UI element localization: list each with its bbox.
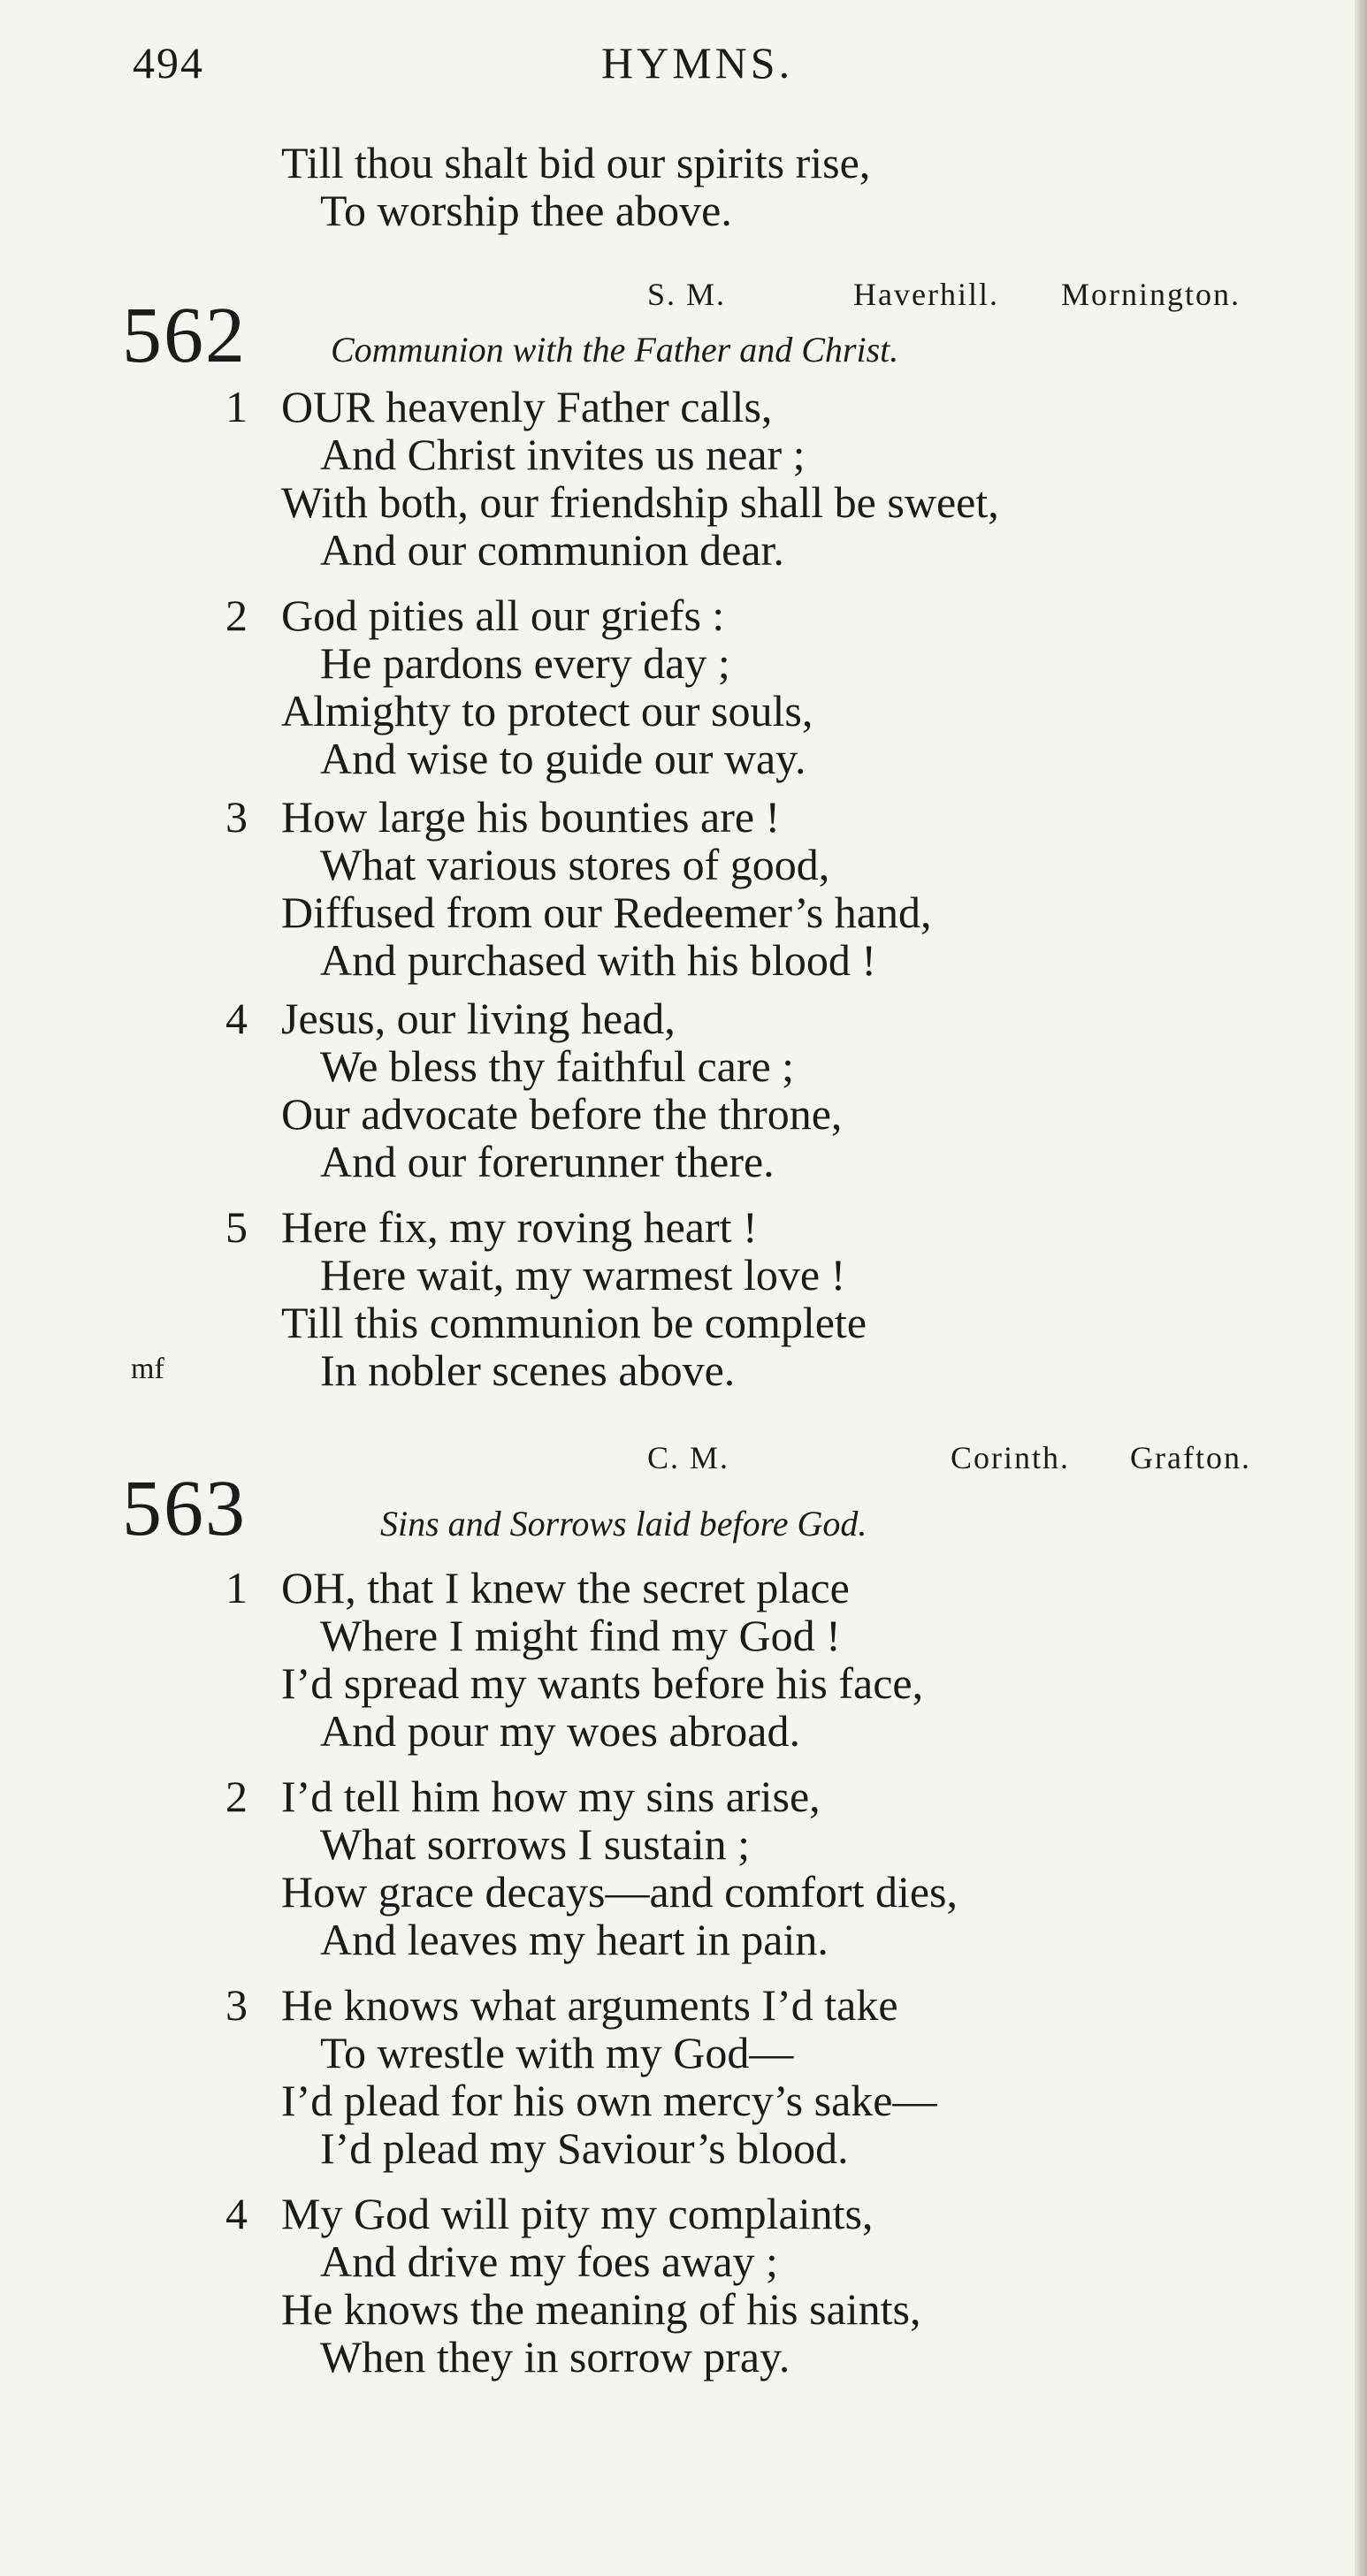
continuation-line: To worship thee above.	[320, 186, 732, 235]
page-edge	[1355, 0, 1367, 2576]
verse-line: Here fix, my roving heart !	[281, 1202, 758, 1252]
verse-line: How large his bounties are !	[281, 792, 781, 842]
hymn-title: Communion with the Father and Christ.	[331, 330, 899, 370]
verse-number: 2	[225, 1772, 248, 1821]
verse-line: And leaves my heart in pain.	[320, 1915, 829, 1964]
verse-number: 1	[225, 382, 248, 431]
hymn-tune: Corinth.	[951, 1440, 1071, 1475]
verse-line: Where I might find my God !	[320, 1611, 841, 1660]
hymn-number: 562	[122, 292, 247, 379]
dynamic-marking: mf	[131, 1353, 164, 1385]
verse-line: Almighty to protect our souls,	[281, 686, 813, 735]
verse-line: I’d plead for his own mercy’s sake—	[281, 2076, 937, 2125]
hymn-tune: Grafton.	[1130, 1440, 1251, 1475]
verse-line: Our advocate before the throne,	[281, 1089, 843, 1139]
verse-line: Till this communion be complete	[281, 1298, 867, 1347]
verse-line: With both, our friendship shall be sweet,	[281, 477, 999, 527]
verse-line: Diffused from our Redeemer’s hand,	[281, 888, 932, 937]
verse-line: OH, that I knew the secret place	[281, 1563, 850, 1612]
verse-line: And our communion dear.	[320, 525, 784, 575]
running-title: HYMNS.	[601, 38, 794, 88]
verse-line: He pardons every day ;	[320, 638, 730, 688]
verse-line: How grace decays—and comfort dies,	[281, 1867, 958, 1917]
continuation-line: Till thou shalt bid our spirits rise,	[281, 138, 871, 187]
hymn-meter: S. M.	[647, 277, 727, 312]
verse-line: And Christ invites us near ;	[320, 430, 806, 479]
verse-line: In nobler scenes above.	[320, 1345, 736, 1395]
verse-number: 3	[225, 1980, 248, 2030]
verse-line: He knows what arguments I’d take	[281, 1980, 898, 2030]
verse-line: He knows the meaning of his saints,	[281, 2284, 921, 2334]
hymn-tune: Mornington.	[1061, 277, 1241, 312]
verse-line: And pour my woes abroad.	[320, 1706, 800, 1756]
verse-line: When they in sorrow pray.	[320, 2332, 790, 2382]
verse-line: And drive my foes away ;	[320, 2237, 778, 2286]
hymn-tune: Haverhill.	[853, 277, 999, 312]
verse-line: We bless thy faithful care ;	[320, 1041, 795, 1091]
verse-line: To wrestle with my God—	[320, 2028, 794, 2077]
verse-line: And our forerunner there.	[320, 1137, 775, 1186]
verse-number: 5	[225, 1202, 248, 1252]
verse-line: OUR heavenly Father calls,	[281, 382, 773, 431]
verse-number: 4	[225, 994, 248, 1043]
verse-line: My God will pity my complaints,	[281, 2189, 874, 2238]
verse-number: 1	[225, 1563, 248, 1612]
hymn-meter: C. M.	[647, 1440, 730, 1475]
hymn-number: 563	[122, 1465, 247, 1552]
page-number: 494	[133, 38, 204, 88]
verse-line: I’d spread my wants before his face,	[281, 1658, 924, 1708]
verse-number: 2	[225, 591, 248, 640]
verse-line: What various stores of good,	[320, 840, 830, 889]
verse-line: Here wait, my warmest love !	[320, 1250, 846, 1299]
verse-line: I’d tell him how my sins arise,	[281, 1772, 821, 1821]
verse-line: And purchased with his blood !	[320, 935, 877, 985]
verse-line: And wise to guide our way.	[320, 734, 806, 783]
hymn-title: Sins and Sorrows laid before God.	[380, 1504, 867, 1543]
verse-line: What sorrows I sustain ;	[320, 1819, 751, 1869]
verse-number: 4	[225, 2189, 248, 2238]
verse-line: I’d plead my Saviour’s blood.	[320, 2123, 849, 2173]
verse-line: Jesus, our living head,	[281, 994, 676, 1043]
verse-number: 3	[225, 792, 248, 842]
verse-line: God pities all our griefs :	[281, 591, 725, 640]
